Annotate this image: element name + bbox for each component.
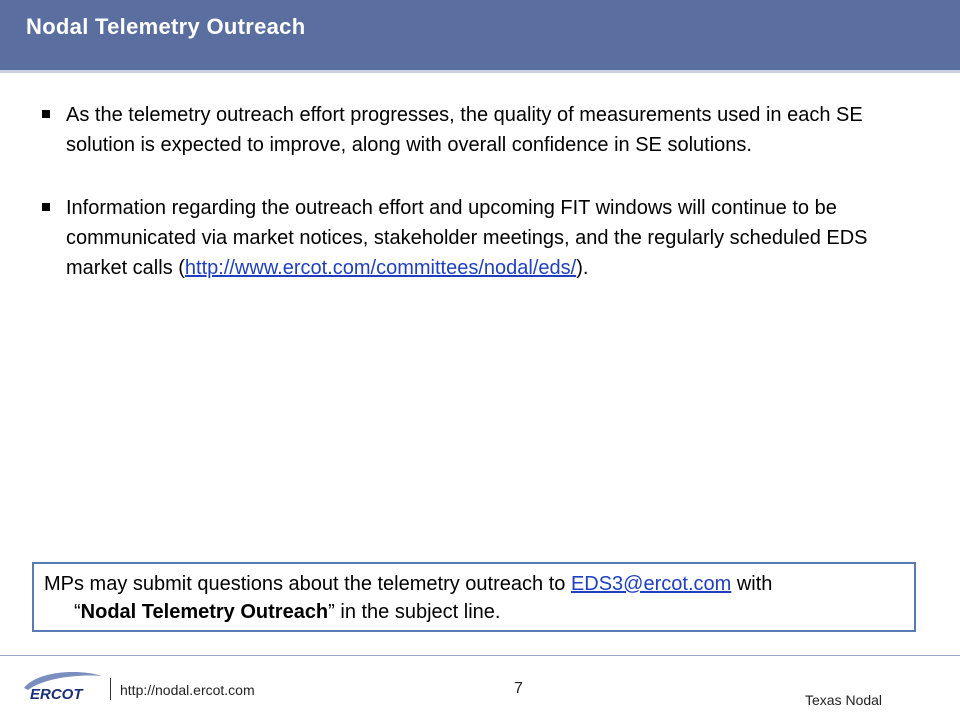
footer-divider (0, 655, 960, 656)
eds-link[interactable]: http://www.ercot.com/committees/nodal/eds/ (184, 257, 577, 279)
ercot-logo-icon (16, 666, 106, 706)
callout-line-2 (44, 598, 904, 626)
bullet-list (42, 100, 932, 316)
callout-text-mid: with (731, 573, 773, 595)
footer-url[interactable]: http://nodal.ercot.com (120, 682, 255, 698)
bullet-item (42, 100, 932, 160)
bullet-item (42, 193, 932, 283)
footer-separator (110, 678, 111, 700)
bullet-text: As the telemetry outreach effort progresses, the quality of measurements used in each SE solution is expected to improve, along with overall confidence in SE solutions. (66, 104, 863, 156)
page-number: 7 (514, 680, 523, 697)
square-bullet-icon (42, 110, 50, 118)
email-link[interactable]: EDS3@ercot.com (570, 573, 732, 595)
logo-text: ERCOT (30, 686, 83, 703)
callout-text-end: ” in the subject line. (328, 601, 501, 623)
callout-box (32, 562, 916, 632)
bullet-text: Information regarding the outreach effort and upcoming FIT windows will continue to be communicated via market notices, stakeholder meetings, and the regularly scheduled EDS market calls ( (66, 197, 868, 279)
subject-text: Nodal Telemetry Outreach (80, 601, 329, 623)
quote-open: “ (74, 601, 81, 623)
bullet-text-end: ). (576, 257, 589, 279)
footer-org: Texas Nodal (805, 692, 883, 708)
square-bullet-icon (42, 203, 50, 211)
page-title: Nodal Telemetry Outreach (26, 14, 306, 39)
title-bar (0, 0, 960, 73)
callout-text: MPs may submit questions about the telemetry outreach to (44, 573, 571, 595)
